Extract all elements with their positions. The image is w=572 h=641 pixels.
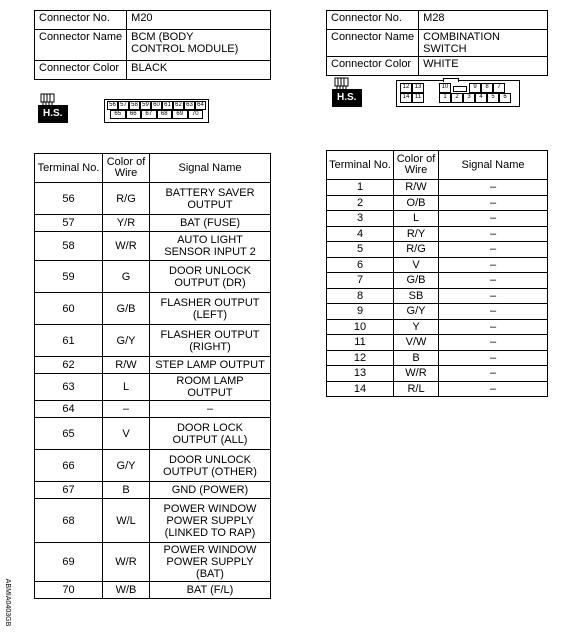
table-row [327,273,548,289]
terminal-pin: 12 [400,83,412,93]
terminal-cell: 2 [327,195,394,211]
header-signal: Signal Name [150,154,271,183]
latch-tab [443,78,459,82]
wire-color-cell: R/L [394,381,439,397]
header-color: Color of Wire [394,151,439,180]
wire-color-cell: Y [394,319,439,335]
wire-color-cell: Y/R [103,215,150,232]
info-key: Connector Name [327,30,419,57]
table-row [35,261,271,293]
terminal-pin: 14 [400,93,412,103]
terminal-pin: 57 [118,101,129,110]
info-value: BCM (BODY CONTROL MODULE) [127,30,271,61]
terminal-pin: 4 [475,93,487,103]
terminal-pin: 65 [110,110,126,119]
table-row [327,366,548,382]
table-row [35,401,271,418]
signal-name-cell: – [439,350,548,366]
signal-name-cell: – [439,366,548,382]
terminal-cell: 64 [35,401,103,418]
terminal-cell: 6 [327,257,394,273]
table-row [35,325,271,357]
table-row [35,215,271,232]
table-row [327,319,548,335]
table-header-row [327,151,548,180]
terminal-pin: 60 [151,101,162,110]
table-row [35,357,271,374]
header-terminal: Terminal No. [35,154,103,183]
right-connector-face [396,80,520,107]
terminal-pin: 67 [141,110,157,119]
wire-color-cell: G/Y [103,450,150,482]
terminal-pin: 11 [412,93,424,103]
signal-name-cell: DOOR LOCK OUTPUT (ALL) [150,418,271,450]
left-terminal-table [34,153,271,599]
wire-color-cell: V [394,257,439,273]
table-row [327,304,548,320]
table-row [327,350,548,366]
terminal-cell: 56 [35,183,103,215]
info-value: WHITE [419,57,548,76]
table-row [35,499,271,543]
signal-name-cell: AUTO LIGHT SENSOR INPUT 2 [150,232,271,261]
info-row [35,30,271,61]
signal-name-cell: BAT (FUSE) [150,215,271,232]
wire-color-cell: W/B [103,582,150,599]
table-row [327,257,548,273]
info-value: COMBINATION SWITCH [419,30,548,57]
terminal-pin: 3 [463,93,475,103]
table-row [327,180,548,196]
signal-name-cell: – [439,257,548,273]
terminal-cell: 61 [35,325,103,357]
terminal-cell: 69 [35,543,103,582]
signal-name-cell: ROOM LAMP OUTPUT [150,374,271,401]
table-row [35,183,271,215]
right-connector-info [326,10,548,76]
terminal-cell: 4 [327,226,394,242]
terminal-pin: 61 [162,101,173,110]
header-terminal: Terminal No. [327,151,394,180]
table-row [327,288,548,304]
info-key: Connector Name [35,30,127,61]
table-row [35,293,271,325]
terminal-pin: 69 [172,110,188,119]
terminal-pin: 7 [493,83,505,93]
signal-name-cell: POWER WINDOW POWER SUPPLY (LINKED TO RAP) [150,499,271,543]
table-row [327,211,548,227]
signal-name-cell: – [439,335,548,351]
wire-color-cell: V [103,418,150,450]
figure-code-text: ABMIA0403GB [4,578,12,627]
wire-color-cell: W/L [103,499,150,543]
terminal-pin: 9 [469,83,481,93]
wire-color-cell: O/B [394,195,439,211]
info-key: Connector No. [35,11,127,30]
left-connector-face [104,99,209,123]
info-row [327,57,548,76]
wire-color-cell: R/G [394,242,439,258]
table-row [327,226,548,242]
wire-color-cell: B [394,350,439,366]
table-row [35,582,271,599]
terminal-pin: 8 [481,83,493,93]
table-row [327,195,548,211]
info-value: BLACK [127,61,271,80]
terminal-pin: 70 [188,110,204,119]
table-row [327,242,548,258]
terminal-pin: 68 [157,110,173,119]
terminal-cell: 58 [35,232,103,261]
terminal-cell: 10 [327,319,394,335]
terminal-cell: 9 [327,304,394,320]
table-row [35,543,271,582]
terminal-pin: 5 [487,93,499,103]
terminal-pin: 10 [439,83,451,93]
terminal-cell: 59 [35,261,103,293]
wire-color-cell: G/Y [103,325,150,357]
terminal-cell: 68 [35,499,103,543]
wire-color-cell: G/B [394,273,439,289]
signal-name-cell: – [439,319,548,335]
terminal-cell: 13 [327,366,394,382]
signal-name-cell: – [439,211,548,227]
terminal-cell: 57 [35,215,103,232]
terminal-pin: 63 [184,101,195,110]
wire-color-cell: B [103,482,150,499]
wire-color-cell: W/R [103,232,150,261]
hs-label: H.S. [43,108,63,119]
terminal-pin: 64 [195,101,206,110]
right-terminal-table [326,150,548,397]
info-row [327,11,548,30]
wire-color-cell: – [103,401,150,418]
terminal-cell: 67 [35,482,103,499]
signal-name-cell: STEP LAMP OUTPUT [150,357,271,374]
table-row [35,374,271,401]
wire-color-cell: R/W [103,357,150,374]
info-row [327,30,548,57]
terminal-cell: 7 [327,273,394,289]
wire-color-cell: L [103,374,150,401]
header-color: Color of Wire [103,154,150,183]
info-key: Connector No. [327,11,419,30]
table-row [35,232,271,261]
terminal-pin: 59 [140,101,151,110]
signal-name-cell: GND (POWER) [150,482,271,499]
info-key: Connector Color [327,57,419,76]
signal-name-cell: BAT (F/L) [150,582,271,599]
terminal-cell: 66 [35,450,103,482]
terminal-pin: 66 [126,110,142,119]
terminal-cell: 8 [327,288,394,304]
signal-name-cell: POWER WINDOW POWER SUPPLY (BAT) [150,543,271,582]
terminal-pin: 2 [451,93,463,103]
terminal-cell: 11 [327,335,394,351]
signal-name-cell: DOOR UNLOCK OUTPUT (DR) [150,261,271,293]
info-value: M28 [419,11,548,30]
signal-name-cell: – [150,401,271,418]
wire-color-cell: G [103,261,150,293]
terminal-cell: 5 [327,242,394,258]
terminal-pin: 6 [499,93,511,103]
terminal-cell: 1 [327,180,394,196]
key-slot [453,86,467,92]
figure-code [6,575,16,635]
terminal-cell: 63 [35,374,103,401]
table-row [35,418,271,450]
info-key: Connector Color [35,61,127,80]
terminal-cell: 70 [35,582,103,599]
terminal-pin: 56 [107,101,118,110]
terminal-cell: 62 [35,357,103,374]
signal-name-cell: – [439,226,548,242]
info-row [35,11,271,30]
terminal-cell: 65 [35,418,103,450]
wire-color-cell: L [394,211,439,227]
table-row [35,482,271,499]
table-row [35,450,271,482]
table-header-row [35,154,271,183]
signal-name-cell: DOOR UNLOCK OUTPUT (OTHER) [150,450,271,482]
wire-color-cell: G/B [103,293,150,325]
wire-color-cell: SB [394,288,439,304]
signal-name-cell: – [439,304,548,320]
signal-name-cell: – [439,288,548,304]
hs-label: H.S. [337,92,357,103]
signal-name-cell: BATTERY SAVER OUTPUT [150,183,271,215]
harness-side-icon [332,77,362,107]
info-value: M20 [127,11,271,30]
harness-side-icon [38,93,68,123]
terminal-cell: 60 [35,293,103,325]
signal-name-cell: – [439,273,548,289]
terminal-pin: 1 [439,93,451,103]
terminal-pin: 58 [129,101,140,110]
header-signal: Signal Name [439,151,548,180]
wire-color-cell: R/G [103,183,150,215]
signal-name-cell: – [439,381,548,397]
terminal-pin: 13 [412,83,424,93]
wire-color-cell: R/W [394,180,439,196]
left-connector-info [34,10,271,80]
terminal-cell: 3 [327,211,394,227]
terminal-cell: 14 [327,381,394,397]
info-row [35,61,271,80]
terminal-pin: 62 [173,101,184,110]
table-row [327,335,548,351]
terminal-cell: 12 [327,350,394,366]
signal-name-cell: – [439,180,548,196]
signal-name-cell: FLASHER OUTPUT (RIGHT) [150,325,271,357]
signal-name-cell: – [439,195,548,211]
wire-color-cell: W/R [394,366,439,382]
wire-color-cell: V/W [394,335,439,351]
wire-color-cell: G/Y [394,304,439,320]
table-row [327,381,548,397]
signal-name-cell: FLASHER OUTPUT (LEFT) [150,293,271,325]
wire-color-cell: W/R [103,543,150,582]
wire-color-cell: R/Y [394,226,439,242]
signal-name-cell: – [439,242,548,258]
